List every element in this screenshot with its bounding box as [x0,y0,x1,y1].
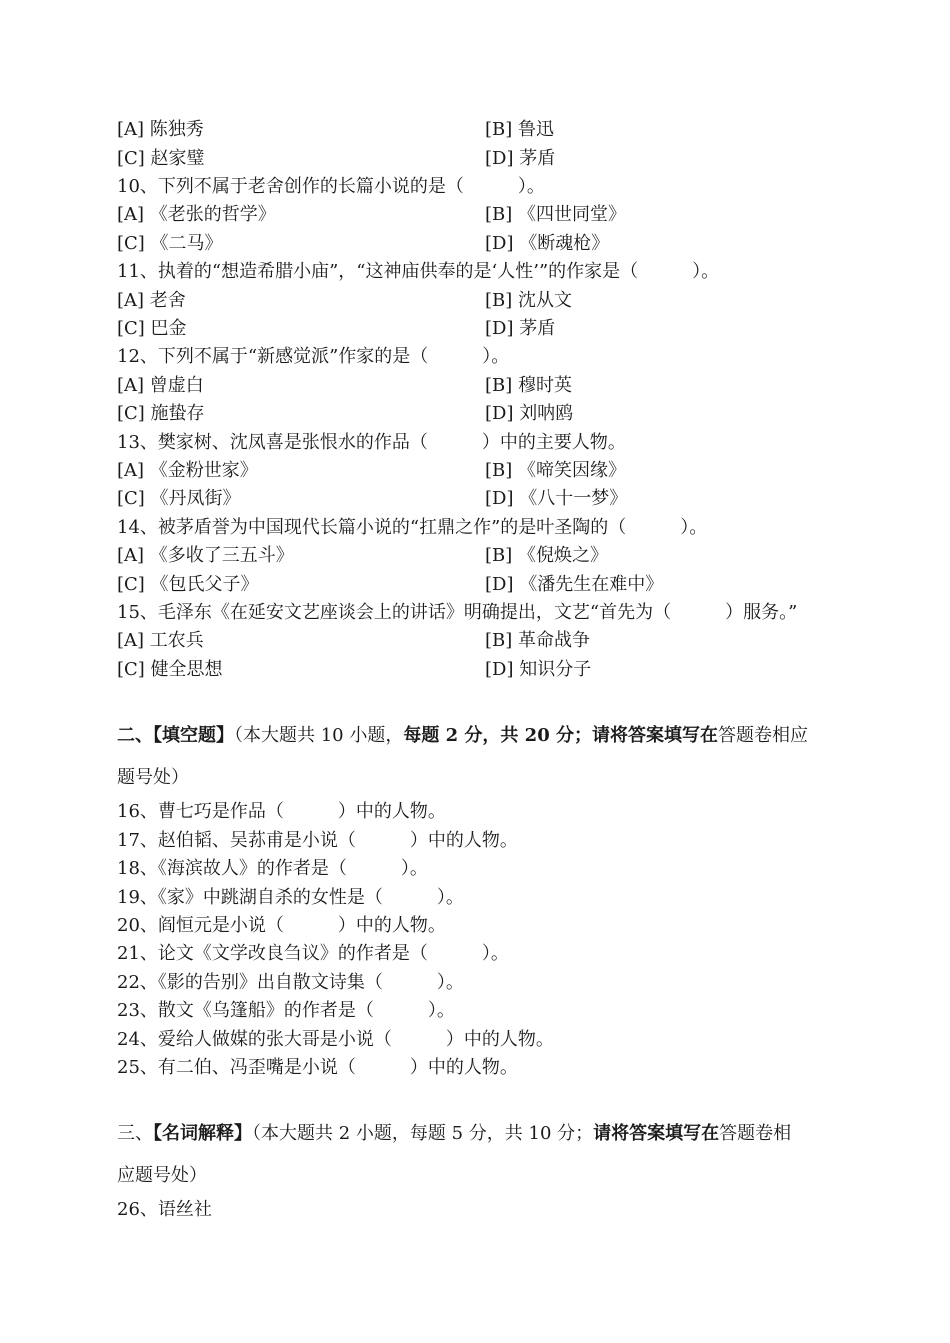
option-d: [D] 《断魂枪》 [485,233,610,254]
section-2-desc-bold: 每题 2 分，共 20 分；请将答案填写在 [403,725,718,746]
option-a: [A] 陈独秀 [117,119,204,140]
option-c: [C] 赵家璧 [117,148,205,169]
option-b: [B] 鲁迅 [485,119,554,140]
fill-item: 19、《家》中跳湖自杀的女性是（ ）。 [117,887,464,908]
option-b: [B] 革命战争 [485,630,590,651]
option-c: [C] 巴金 [117,318,187,339]
option-b: [B] 《四世同堂》 [485,204,626,225]
section-2-header [117,724,808,748]
question-text: 13、樊家树、沈凤喜是张恨水的作品（ ）中的主要人物。 [117,432,626,453]
option-a: [A] 《老张的哲学》 [117,204,276,225]
section-2-desc-end: 答题卷相应 [718,725,808,746]
section-3-desc-end: 答题卷相 [719,1123,792,1144]
fill-item: 24、爱给人做媒的张大哥是小说（ ）中的人物。 [117,1029,554,1050]
section-2-label: 二、【填空题】 [117,725,234,746]
term-item: 26、语丝社 [117,1199,212,1220]
option-d: [D] 《八十一梦》 [485,488,628,509]
option-c: [C] 健全思想 [117,659,223,680]
section-3-num: 三、 [117,1123,153,1144]
section-3-desc-bold: 请将答案填写在 [593,1123,720,1144]
option-a: [A] 工农兵 [117,630,204,651]
fill-item: 25、有二伯、冯歪嘴是小说（ ）中的人物。 [117,1057,518,1078]
option-a: [A] 曾虚白 [117,375,204,396]
option-c: [C] 《二马》 [117,233,223,254]
question-text: 11、执着的“想造希腊小庙”，“这神庙供奉的是‘人性’”的作家是（ ）。 [117,261,720,282]
fill-item: 23、散文《乌篷船》的作者是（ ）。 [117,1000,455,1021]
question-text: 12、下列不属于“新感觉派”作家的是（ ）。 [117,346,510,367]
option-b: [B] 《倪焕之》 [485,545,608,566]
option-d: [D] 刘呐鸥 [485,403,574,424]
option-a: [A] 老舍 [117,290,186,311]
section-3-header-line2: 应题号处） [117,1165,207,1186]
option-a: [A] 《多收了三五斗》 [117,545,294,566]
section-3-header [117,1122,791,1146]
option-b: [B] 《啼笑因缘》 [485,460,626,481]
fill-item: 18、《海滨故人》的作者是（ ）。 [117,858,428,879]
question-text: 10、下列不属于老舍创作的长篇小说的是（ ）。 [117,176,545,197]
option-c: [C] 施蛰存 [117,403,205,424]
section-3-label: 【名词解释】 [153,1123,252,1144]
section-2-header-line2: 题号处） [117,767,189,788]
option-c: [C] 《丹凤街》 [117,488,241,509]
option-b: [B] 穆时英 [485,375,572,396]
fill-item: 17、赵伯韬、吴荪甫是小说（ ）中的人物。 [117,830,518,851]
option-d: [D] 茅盾 [485,148,556,169]
fill-item: 22、《影的告别》出自散文诗集（ ）。 [117,972,464,993]
section-3-desc-start: （本大题共 2 小题，每题 5 分，共 10 分； [252,1123,594,1144]
fill-item: 16、曹七巧是作品（ ）中的人物。 [117,801,446,822]
option-d: [D] 知识分子 [485,659,592,680]
question-text: 14、被茅盾誉为中国现代长篇小说的“扛鼎之作”的是叶圣陶的（ ）。 [117,517,708,538]
fill-item: 21、论文《文学改良刍议》的作者是（ ）。 [117,943,509,964]
option-c: [C] 《包氏父子》 [117,574,259,595]
question-text: 15、毛泽东《在延安文艺座谈会上的讲话》明确提出，文艺“首先为（ ）服务。” [117,602,798,623]
fill-item: 20、阎恒元是小说（ ）中的人物。 [117,915,446,936]
option-b: [B] 沈从文 [485,290,572,311]
option-d: [D] 《潘先生在难中》 [485,574,664,595]
option-a: [A] 《金粉世家》 [117,460,258,481]
option-d: [D] 茅盾 [485,318,556,339]
section-2-desc-start: （本大题共 10 小题， [234,725,404,746]
